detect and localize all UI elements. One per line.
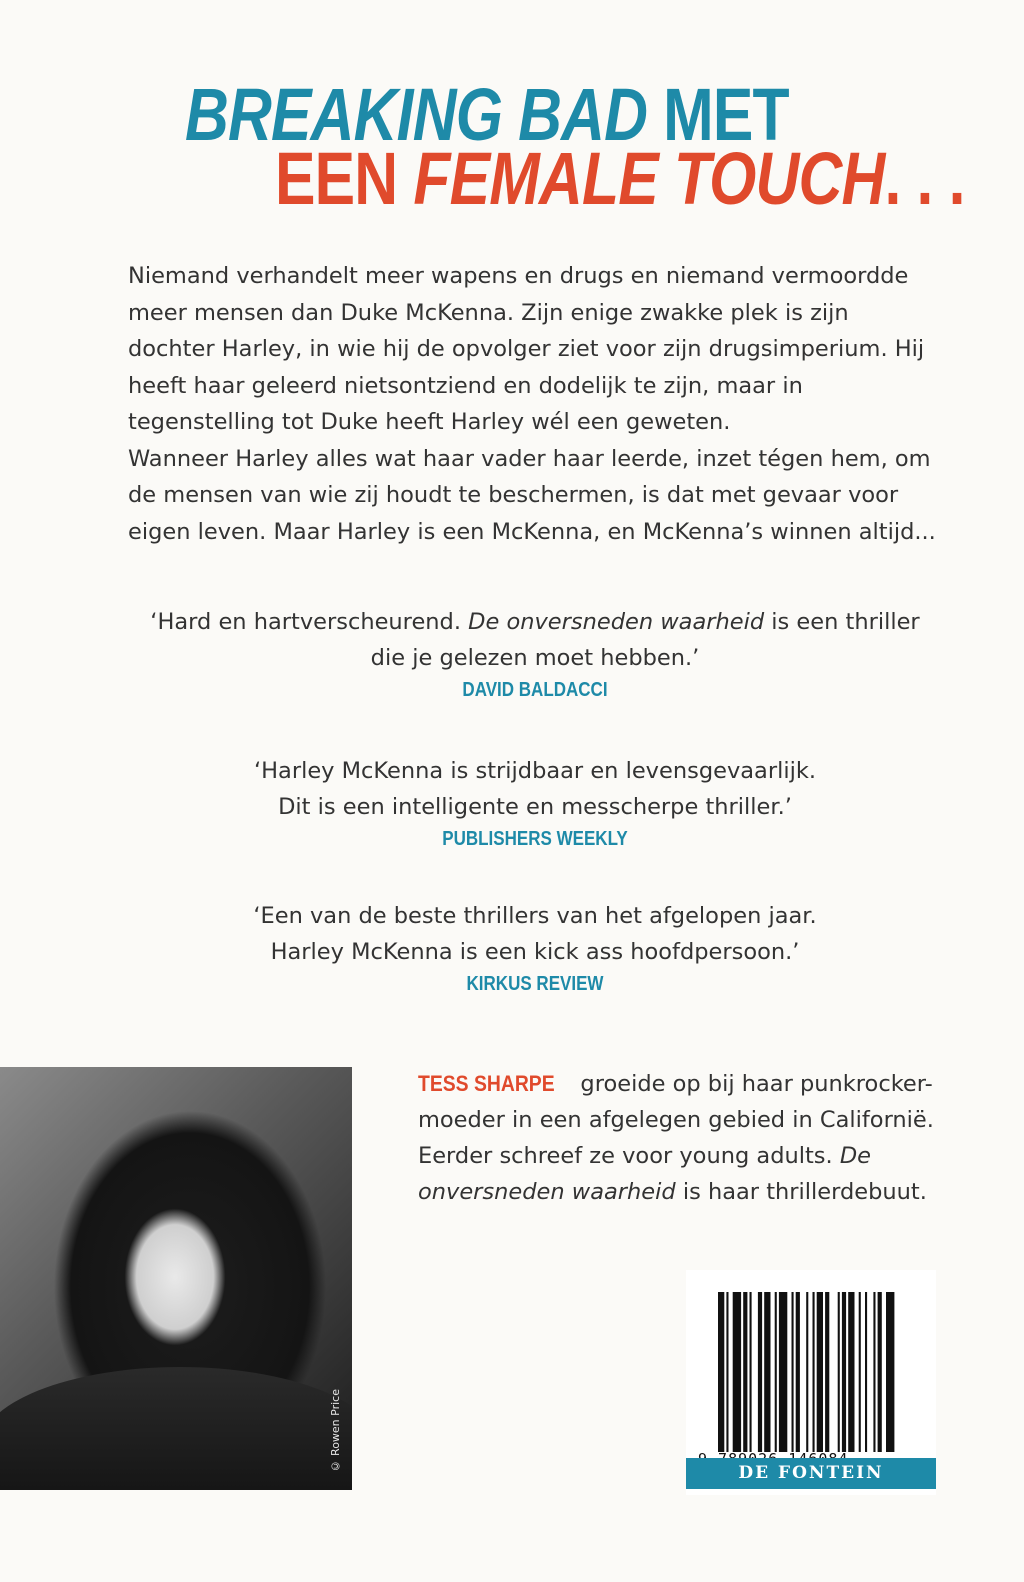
barcode-bar bbox=[775, 1292, 777, 1452]
quote-publishers-weekly bbox=[140, 753, 930, 853]
quote-baldacci bbox=[140, 604, 930, 704]
blurb bbox=[128, 258, 940, 550]
barcode-bar bbox=[792, 1292, 794, 1452]
barcode-bar bbox=[726, 1292, 728, 1452]
headline-breaking-bad: BREAKING BAD bbox=[185, 73, 648, 156]
photo-credit: © Rowen Price bbox=[329, 1388, 342, 1472]
barcode-bar bbox=[758, 1292, 762, 1452]
quote-text-before: ‘Hard en hartverscheurend. bbox=[150, 609, 469, 635]
bio-text-1: groeide op bij haar punkrocker-moeder in een afgelegen gebied in Californië. Eerder schreef ze voor young adults. bbox=[418, 1071, 934, 1169]
barcode-bar bbox=[743, 1292, 747, 1452]
barcode-bar bbox=[779, 1292, 787, 1452]
quote-source: PUBLISHERS WEEKLY bbox=[442, 828, 628, 850]
barcode-bar bbox=[796, 1292, 800, 1452]
author-photo-jacket bbox=[0, 1367, 352, 1490]
barcode-bar bbox=[718, 1292, 724, 1452]
quote-text-after: is een thriller die je gelezen moet hebben.’ bbox=[370, 609, 920, 671]
quote-source: KIRKUS REVIEW bbox=[466, 973, 604, 995]
headline-line-2 bbox=[275, 137, 965, 220]
author-photo bbox=[0, 1067, 352, 1490]
bio-book-title: De onversneden waarheid bbox=[418, 1143, 872, 1205]
author-bio bbox=[418, 1066, 958, 1210]
headline-ellipsis: . . . bbox=[884, 137, 965, 220]
barcode-bar bbox=[873, 1292, 875, 1452]
barcode-bar bbox=[838, 1292, 840, 1452]
blurb-paragraph-1: Niemand verhandelt meer wapens en drugs en niemand vermoordde meer mensen dan Duke McKenna. Zijn enige zwakke plek is zijn dochter Harley, in wie hij de opvolger ziet voor zijn drugsimperium. Hij heeft haar geleerd nietsontziend en dodelijk te zijn, maar in tegenstelling tot Duke heeft Harley wél een geweten. bbox=[128, 263, 925, 435]
barcode-bar bbox=[806, 1292, 808, 1452]
quote-source: DAVID BALDACCI bbox=[462, 679, 608, 701]
barcode-bar bbox=[813, 1292, 815, 1452]
publisher-logo: DE FONTEIN bbox=[686, 1458, 936, 1489]
quote-book-title: De onversneden waarheid bbox=[468, 609, 765, 635]
barcode-bar bbox=[886, 1292, 894, 1452]
barcode-bar bbox=[859, 1292, 861, 1452]
bio-text-2: is haar thrillerdebuut. bbox=[675, 1179, 927, 1205]
barcode-bar bbox=[878, 1292, 882, 1452]
blurb-paragraph-2: Wanneer Harley alles wat haar vader haar leerde, inzet tégen hem, om de mensen van wie zij houdt te beschermen, is dat met gevaar voor eigen leven. Maar Harley is een McKenna, en McKenna’s winnen altijd... bbox=[128, 445, 936, 545]
barcode-bar bbox=[825, 1292, 829, 1452]
barcode-bar bbox=[764, 1292, 770, 1452]
barcode-bar bbox=[842, 1292, 846, 1452]
barcode-bars bbox=[718, 1292, 908, 1452]
headline-met: MET bbox=[647, 73, 789, 156]
headline-een: EEN bbox=[275, 137, 414, 220]
quote-kirkus bbox=[140, 898, 930, 998]
author-name: TESS SHARPE bbox=[418, 1071, 555, 1096]
quote-text: ‘Een van de beste thrillers van het afgelopen jaar. Harley McKenna is een kick ass hoofdpersoon.’ bbox=[253, 903, 817, 965]
barcode-bar bbox=[865, 1292, 867, 1452]
barcode-bar bbox=[750, 1292, 752, 1452]
headline-female-touch: FEMALE TOUCH bbox=[413, 137, 885, 220]
barcode-bar bbox=[848, 1292, 854, 1452]
quote-text: ‘Harley McKenna is strijdbaar en levensgevaarlijk. Dit is een intelligente en messcherpe thriller.’ bbox=[253, 758, 817, 820]
barcode-bar bbox=[817, 1292, 823, 1452]
barcode-bar bbox=[733, 1292, 741, 1452]
